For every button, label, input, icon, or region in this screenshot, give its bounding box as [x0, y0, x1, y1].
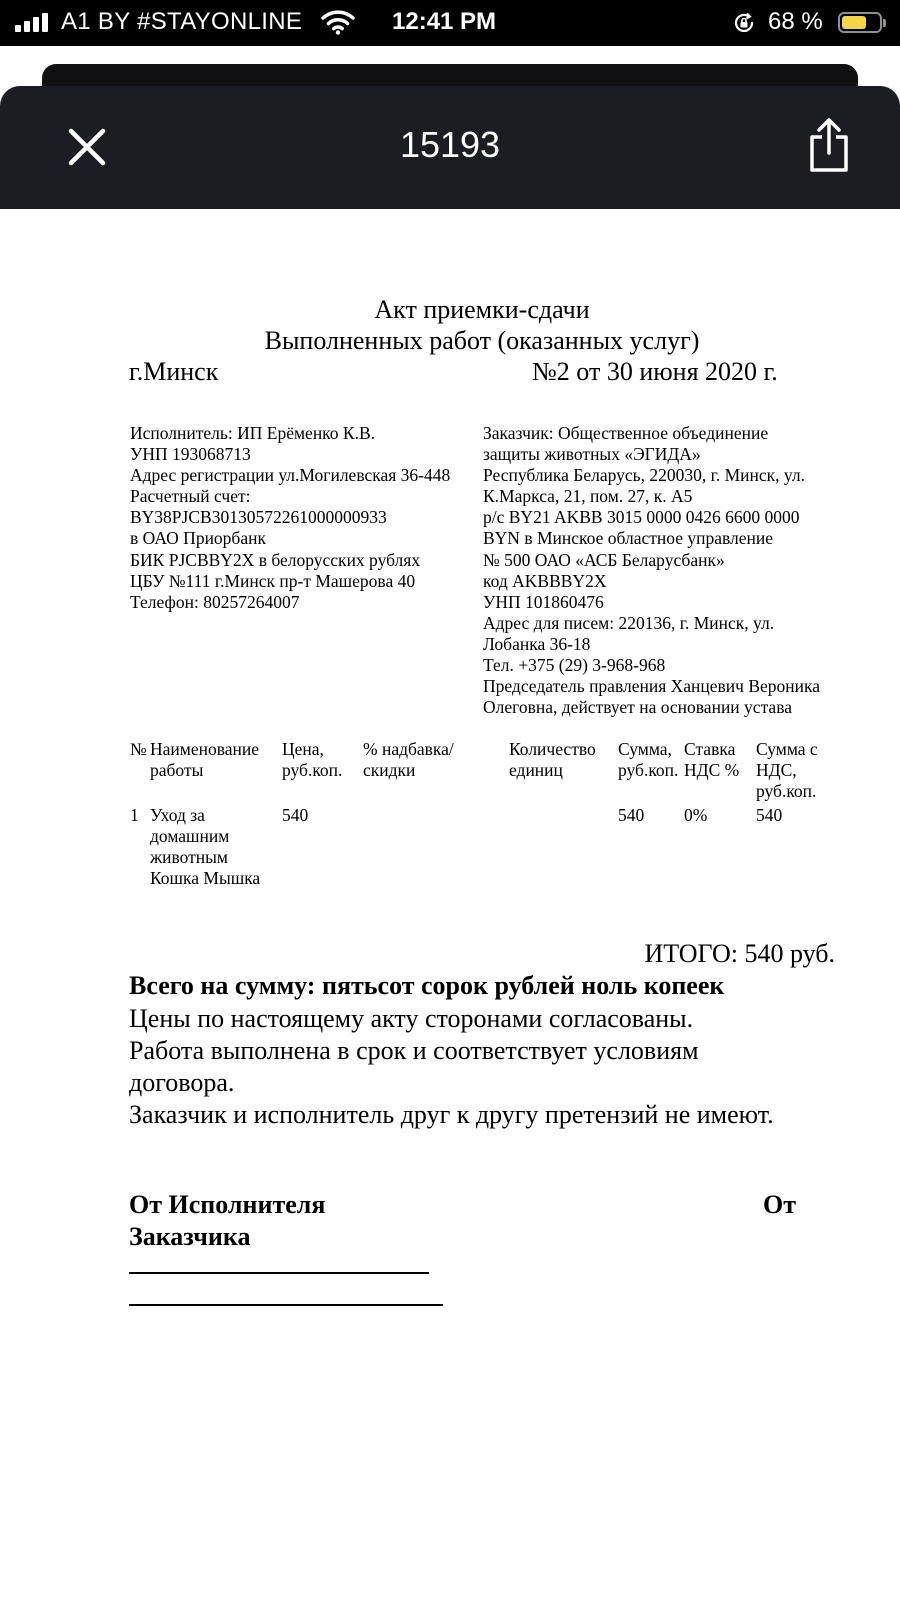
agreement-text: Заказчик и исполнитель друг к другу претензий не имеют. — [129, 1100, 774, 1129]
document-heading-2: Выполненных работ (оказанных услуг) — [264, 326, 700, 355]
executor-line: ЦБУ №111 г.Минск пр-т Машерова 40 — [130, 570, 416, 591]
customer-line: Республика Беларусь, 220030, г. Минск, ул. — [483, 465, 805, 486]
share-icon[interactable] — [806, 117, 852, 175]
customer-line: № 500 ОАО «АСБ Беларусбанк» — [483, 549, 725, 570]
customer-line: Адрес для писем: 220136, г. Минск, ул. — [483, 612, 775, 633]
table-header-sum: Сумма, руб.коп. — [618, 739, 679, 781]
wifi-icon — [321, 9, 355, 35]
customer-line: Лобанка 36-18 — [483, 633, 591, 654]
customer-line: BYN в Минское областное управление — [483, 528, 774, 549]
document-number-date: №2 от 30 июня 2020 г. — [532, 357, 778, 386]
agreement-text: договора. — [129, 1068, 235, 1097]
row-num: 1 — [130, 805, 139, 825]
customer-line: Тел. +375 (29) 3-968-968 — [483, 655, 666, 676]
clock: 12:41 PM — [392, 8, 497, 35]
customer-line: код AKBBBY2X — [483, 570, 607, 591]
customer-line: защиты животных «ЭГИДА» — [483, 444, 701, 465]
customer-line: р/с BY21 AKBB 3015 0000 0426 6600 0000 — [483, 507, 800, 528]
table-header-num: № — [130, 739, 147, 759]
battery-icon — [838, 12, 882, 33]
total-amount: ИТОГО: 540 руб. — [644, 939, 835, 968]
row-name: Уход за домашним животным Кошка Мышка — [150, 805, 261, 889]
row-sum-with-vat: 540 — [756, 805, 783, 825]
status-bar — [0, 0, 900, 46]
table-header-sum-with-vat: Сумма с НДС, руб.коп. — [756, 739, 818, 802]
executor-line: Исполнитель: ИП Ерёменко К.В. — [130, 423, 376, 443]
signature-line-executor — [129, 1272, 429, 1274]
agreement-text: Цены по настоящему акту сторонами согласованы. — [129, 1004, 694, 1033]
document-page — [0, 209, 900, 1600]
customer-details — [483, 423, 820, 718]
document-title: 15193 — [399, 124, 501, 165]
executor-line: УНП 193068713 — [130, 444, 251, 465]
executor-line: Адрес регистрации ул.Могилевская 36-448 — [130, 465, 451, 486]
row-price: 540 — [282, 805, 309, 825]
battery-percent: 68 % — [768, 8, 823, 35]
table-header-name: Наименование работы — [150, 739, 260, 781]
row-vat-rate: 0% — [684, 805, 708, 825]
row-sum: 540 — [618, 805, 645, 825]
sign-executor-label: От Исполнителя — [129, 1190, 326, 1219]
rotation-lock-icon — [732, 11, 756, 35]
document-heading-1: Акт приемки-сдачи — [374, 295, 590, 324]
agreement-text: Работа выполнена в срок и соответствует условиям — [129, 1036, 699, 1065]
signal-icon — [15, 12, 51, 32]
table-header-quantity: Количество единиц — [509, 739, 596, 781]
customer-line: Заказчик: Общественное объединение — [483, 423, 769, 443]
sign-customer-from: От — [763, 1190, 796, 1219]
sign-customer-label: Заказчика — [129, 1222, 251, 1251]
table-header-markup: % надбавка/ скидки — [363, 739, 454, 781]
document-city: г.Минск — [129, 357, 219, 386]
executor-line: Телефон: 80257264007 — [130, 591, 300, 612]
executor-line: БИК PJCBBY2X в белорусских рублях — [130, 549, 421, 570]
customer-line: Председатель правления Ханцевич Вероника — [483, 676, 821, 697]
signature-line-customer — [129, 1304, 443, 1306]
carrier-name: A1 BY #STAYONLINE — [61, 8, 303, 35]
table-header-price: Цена, руб.коп. — [282, 739, 343, 781]
table-header-vat-rate: Ставка НДС % — [684, 739, 740, 781]
executor-line: Расчетный счет: — [130, 486, 251, 507]
customer-line: УНП 101860476 — [483, 591, 604, 612]
customer-line: Олеговна, действует на основании устава — [483, 697, 792, 718]
executor-details — [130, 423, 450, 613]
customer-line: К.Маркса, 21, пом. 27, к. А5 — [483, 486, 693, 507]
executor-line: BY38PJCB30130572261000000933 — [130, 507, 387, 528]
executor-line: в ОАО Приорбанк — [130, 528, 266, 549]
sum-in-words: Всего на сумму: пятьсот сорок рублей ноль копеек — [129, 971, 725, 1000]
